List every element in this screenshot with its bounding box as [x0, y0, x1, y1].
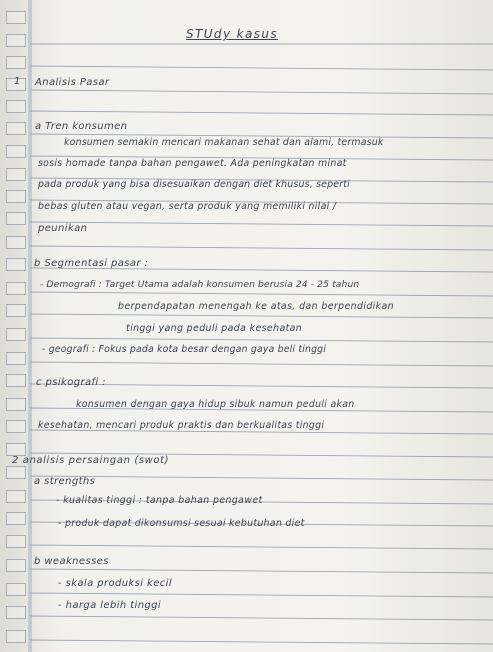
margin-box	[6, 122, 26, 135]
margin-box	[6, 630, 26, 643]
text-line: - produk dapat dikonsumsi sesuai kebutuhan diet	[58, 518, 305, 529]
text-line: c psikografi :	[36, 377, 106, 388]
margin-box	[6, 374, 26, 387]
text-line: konsumen semakin mencari makanan sehat dan alami, termasuk	[64, 137, 384, 148]
text-line: peunikan	[38, 223, 88, 234]
margin-box	[6, 466, 26, 479]
margin-box	[6, 535, 26, 548]
margin-box	[6, 190, 26, 203]
text-line: b weaknesses	[34, 556, 109, 567]
margin-box	[6, 56, 26, 69]
margin-box	[6, 606, 26, 619]
text-line: konsumen dengan gaya hidup sibuk namun peduli akan	[76, 399, 355, 410]
text-line: tinggi yang peduli pada kesehatan	[126, 323, 303, 334]
text-line: bebas gluten atau vegan, serta produk yang memiliki nilai /	[38, 201, 337, 212]
text-line: a Tren konsumen	[35, 121, 128, 132]
text-line: sosis homade tanpa bahan pengawet. Ada peningkatan minat	[38, 158, 347, 169]
margin-box	[6, 100, 26, 113]
margin-box	[6, 236, 26, 249]
margin-box	[6, 490, 26, 503]
text-line: - skala produksi kecil	[58, 578, 173, 589]
margin-box	[6, 258, 26, 271]
text-line: - geografi : Fokus pada kota besar dengan gaya beli tinggi	[42, 344, 327, 355]
margin-box	[6, 304, 26, 317]
text-line: - Demografi : Target Utama adalah konsumen berusia 24 - 25 tahun	[40, 279, 360, 290]
text-line: 2 analisis persaingan (swot)	[12, 455, 170, 466]
margin-box	[6, 282, 26, 295]
margin-box	[6, 559, 26, 572]
margin-box	[6, 328, 26, 341]
margin-box	[6, 11, 26, 24]
text-line: - kualitas tinggi : tanpa bahan pengawet	[56, 495, 263, 506]
margin-box	[6, 583, 26, 596]
text-line: Analisis Pasar	[35, 77, 110, 88]
margin-box	[6, 168, 26, 181]
text-line: a strengths	[34, 476, 96, 487]
text-line: pada produk yang bisa disesuaikan dengan diet khusus, seperti	[38, 179, 350, 190]
margin-box	[6, 398, 26, 411]
text-line: kesehatan, mencari produk praktis dan berkualitas tinggi	[38, 420, 325, 431]
margin-number: 1	[14, 76, 21, 87]
text-line: berpendapatan menengah ke atas, dan berpendidikan	[118, 301, 395, 312]
margin-box	[6, 420, 26, 433]
text-line: - harga lebih tinggi	[58, 600, 162, 611]
text-line: b Segmentasi pasar :	[34, 258, 149, 269]
margin-box	[6, 212, 26, 225]
margin-box	[6, 352, 26, 365]
margin-box	[6, 512, 26, 525]
margin-box	[6, 34, 26, 47]
margin-box	[6, 145, 26, 158]
page-title: STUdy kasus	[186, 27, 279, 41]
